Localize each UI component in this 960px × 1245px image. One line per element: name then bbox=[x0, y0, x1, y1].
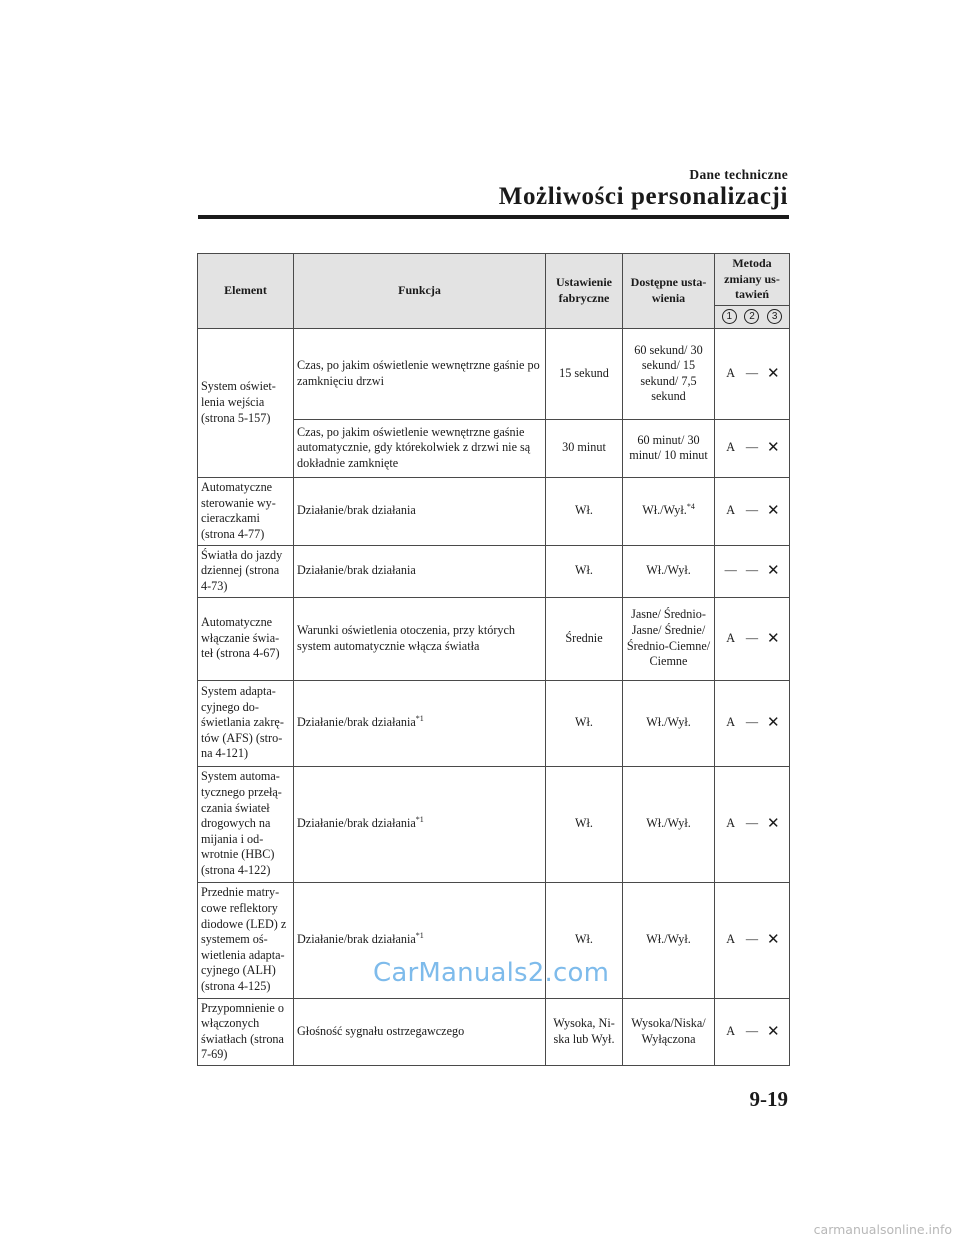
cell-function: Czas, po jakim oświetlenie wewnętrzne gaśnie automatycznie, gdy którekolwiek z drzwi nie są dokładnie zamknięte bbox=[294, 419, 546, 477]
method-number-row bbox=[715, 305, 790, 328]
method-2-value: — bbox=[745, 503, 759, 518]
cell-methods bbox=[715, 477, 790, 545]
table-row bbox=[198, 597, 790, 680]
cell-element: System automa-tycznego przełą-czania świateł drogowych na mijania i od-wrotnie (HBC) (strona 4-122) bbox=[198, 766, 294, 882]
cell-function: Głośność sygnału ostrzegawczego bbox=[294, 998, 546, 1065]
cell-available: 60 minut/ 30 minut/ 10 minut bbox=[623, 419, 715, 477]
col-header-element: Element bbox=[198, 254, 294, 329]
table-row bbox=[198, 680, 790, 766]
cell-available: Wysoka/Niska/ Wyłączona bbox=[623, 998, 715, 1065]
cross-icon: ✕ bbox=[767, 363, 780, 382]
method-2-value: — bbox=[745, 715, 759, 730]
cell-function: Warunki oświetlenia otoczenia, przy których system automatycznie włącza światła bbox=[294, 597, 546, 680]
cell-factory: Wysoka, Ni-ska lub Wył. bbox=[546, 998, 623, 1065]
method-2-value: — bbox=[745, 440, 759, 455]
cross-icon: ✕ bbox=[767, 1021, 780, 1040]
personalization-table bbox=[197, 253, 790, 1066]
cross-icon: ✕ bbox=[767, 628, 780, 647]
method-2-value: — bbox=[745, 365, 759, 380]
col-header-function: Funkcja bbox=[294, 254, 546, 329]
cell-factory: 15 sekund bbox=[546, 328, 623, 419]
method-1-value: A bbox=[726, 440, 736, 455]
cell-function bbox=[294, 766, 546, 882]
watermark-carmanuals2: CarManuals2.com bbox=[373, 958, 610, 988]
cell-element: Światła do jazdy dziennej (strona 4-73) bbox=[198, 545, 294, 597]
col-header-factory: Ustawienie fabryczne bbox=[546, 254, 623, 329]
cell-available: Wł./Wył. bbox=[623, 882, 715, 998]
cell-available: 60 sekund/ 30 sekund/ 15 sekund/ 7,5 sekund bbox=[623, 328, 715, 419]
table-row bbox=[198, 477, 790, 545]
method-1-value: A bbox=[726, 503, 736, 518]
cell-methods bbox=[715, 545, 790, 597]
table-row bbox=[198, 545, 790, 597]
col-header-available: Dostępne usta-wienia bbox=[623, 254, 715, 329]
table-row bbox=[198, 998, 790, 1065]
footnote-marker: *1 bbox=[415, 714, 424, 724]
cell-function: Czas, po jakim oświetlenie wewnętrzne gaśnie po zamknięciu drzwi bbox=[294, 328, 546, 419]
cell-element: Przypomnienie o włączonych światłach (strona 7-69) bbox=[198, 998, 294, 1065]
cell-available bbox=[623, 477, 715, 545]
method-1-value: A bbox=[726, 715, 736, 730]
function-text: Działanie/brak działania bbox=[297, 932, 416, 947]
method-2-value: — bbox=[745, 816, 759, 831]
cell-methods bbox=[715, 998, 790, 1065]
table-row bbox=[198, 766, 790, 882]
header-rule bbox=[198, 215, 789, 219]
cell-available: Jasne/ Średnio-Jasne/ Średnie/ Średnio-Ciemne/ Ciemne bbox=[623, 597, 715, 680]
cell-methods bbox=[715, 419, 790, 477]
cell-factory: Wł. bbox=[546, 680, 623, 766]
cell-methods bbox=[715, 766, 790, 882]
cell-factory: Średnie bbox=[546, 597, 623, 680]
cross-icon: ✕ bbox=[767, 713, 780, 732]
cross-icon: ✕ bbox=[767, 814, 780, 833]
method-1-value: A bbox=[726, 816, 736, 831]
cell-element: Automatyczne sterowanie wy-cieraczkami (strona 4-77) bbox=[198, 477, 294, 545]
cell-element: System adapta-cyjnego do-świetlania zakrę-tów (AFS) (stro-na 4-121) bbox=[198, 680, 294, 766]
cell-factory: Wł. bbox=[546, 545, 623, 597]
cross-icon: ✕ bbox=[767, 561, 780, 580]
cell-element: Przednie matry-cowe reflektory diodowe (LED) z systemem oś-wietlenia adapta-cyjnego (ALH) (strona 4-125) bbox=[198, 882, 294, 998]
method-1-value: A bbox=[726, 932, 736, 947]
cell-element: Automatyczne włączanie świa-teł (strona 4-67) bbox=[198, 597, 294, 680]
cross-icon: ✕ bbox=[767, 930, 780, 949]
page-number: 9-19 bbox=[749, 1087, 788, 1111]
footnote-marker: *1 bbox=[415, 931, 424, 941]
page-title: Możliwości personalizacji bbox=[498, 183, 788, 210]
cross-icon: ✕ bbox=[767, 501, 780, 520]
circled-1-icon: 1 bbox=[722, 309, 737, 324]
cell-function bbox=[294, 680, 546, 766]
cell-methods bbox=[715, 882, 790, 998]
cell-methods bbox=[715, 328, 790, 419]
cell-function: Działanie/brak działania bbox=[294, 477, 546, 545]
method-1-value: — bbox=[724, 563, 737, 578]
cell-factory: Wł. bbox=[546, 766, 623, 882]
function-text: Działanie/brak działania bbox=[297, 816, 416, 831]
circled-2-icon: 2 bbox=[744, 309, 759, 324]
col-header-method: Metoda zmiany us-tawień bbox=[715, 254, 790, 306]
cell-function: Działanie/brak działania bbox=[294, 545, 546, 597]
method-2-value: — bbox=[745, 563, 759, 578]
cell-factory: Wł. bbox=[546, 477, 623, 545]
footnote-marker: *4 bbox=[686, 502, 695, 512]
cross-icon: ✕ bbox=[767, 438, 780, 457]
method-1-value: A bbox=[726, 365, 736, 380]
available-text: Wł./Wył. bbox=[642, 503, 687, 518]
method-1-value: A bbox=[726, 630, 736, 645]
method-2-value: — bbox=[745, 932, 759, 947]
footnote-marker: *1 bbox=[415, 815, 424, 825]
section-label: Dane techniczne bbox=[689, 167, 788, 182]
method-1-value: A bbox=[726, 1023, 736, 1038]
cell-available: Wł./Wył. bbox=[623, 680, 715, 766]
cell-factory: 30 minut bbox=[546, 419, 623, 477]
table-row bbox=[198, 328, 790, 419]
cell-factory: Wł. bbox=[546, 882, 623, 998]
method-2-value: — bbox=[745, 1023, 759, 1038]
method-2-value: — bbox=[745, 630, 759, 645]
circled-3-icon: 3 bbox=[767, 309, 782, 324]
cell-methods bbox=[715, 680, 790, 766]
cell-available: Wł./Wył. bbox=[623, 545, 715, 597]
footer-watermark: carmanualsonline.info bbox=[813, 1222, 952, 1237]
function-text: Działanie/brak działania bbox=[297, 715, 416, 730]
cell-element: System oświet-lenia wejścia (strona 5-157) bbox=[198, 328, 294, 477]
cell-available: Wł./Wył. bbox=[623, 766, 715, 882]
cell-methods bbox=[715, 597, 790, 680]
